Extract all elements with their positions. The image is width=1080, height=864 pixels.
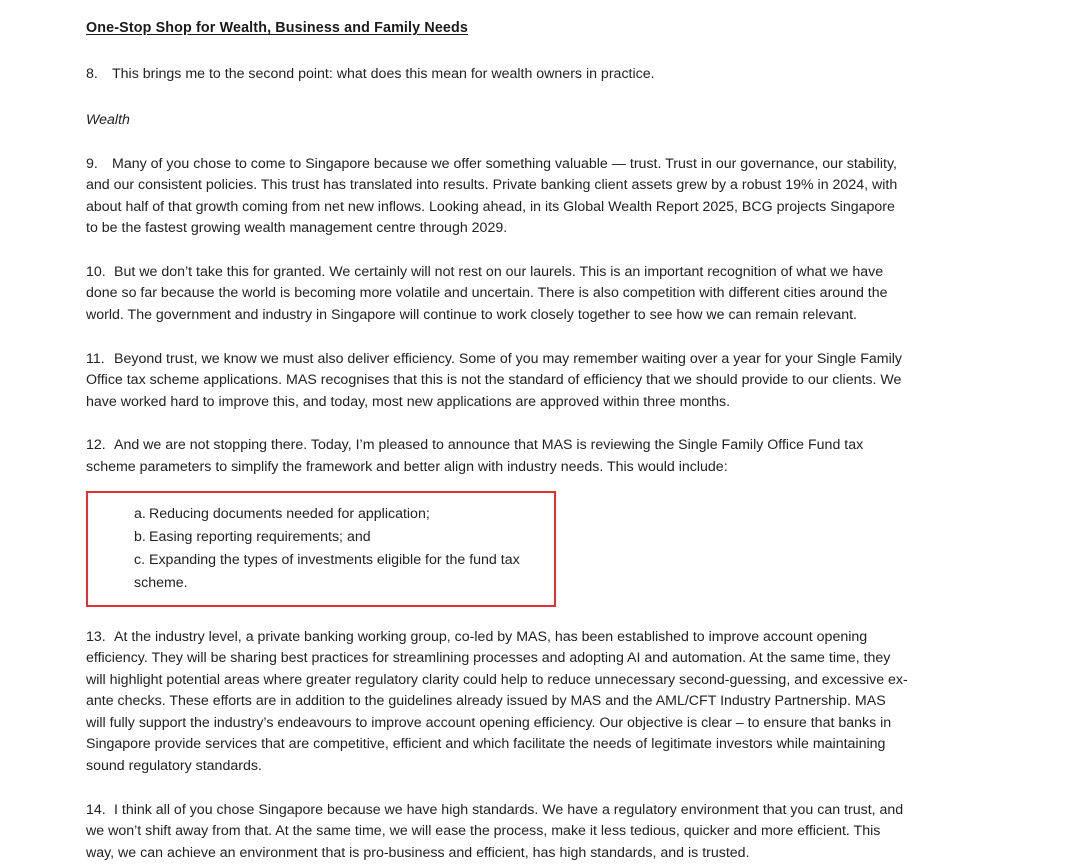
paragraph-9 bbox=[86, 154, 908, 240]
list-item bbox=[112, 526, 544, 549]
paragraph-number: 12. bbox=[86, 437, 106, 454]
paragraph-number: 8. bbox=[86, 66, 98, 83]
paragraph-text: But we don’t take this for granted. We certainly will not rest on our laurels. This is an important recognition of what we have done so far because the world is becoming more volatile and uncertain. There is also competition with different cities around the world. The government and industry in Singapore will continue to work closely together to see how we can remain relevant. bbox=[86, 263, 888, 324]
list-item-text: Reducing documents needed for application; bbox=[149, 505, 430, 522]
paragraph-text: I think all of you chose Singapore because we have high standards. We have a regulatory environment that you can trust, and we won’t shift away from that. At the same time, we will ease the process, make it less tedious, quicker and more efficient. This way, we can achieve an environment that is pro-business and efficient, has high standards, and is trusted. bbox=[86, 801, 904, 861]
paragraph-text: Beyond trust, we know we must also deliver efficiency. Some of you may remember waiting over a year for your Single Family Office tax scheme applications. MAS recognises that this is not the standard of efficiency that we should provide to our clients. We have worked hard to improve this, and today, most new applications are approved within three months. bbox=[86, 350, 902, 410]
paragraph-14 bbox=[86, 800, 908, 864]
highlighted-list-box bbox=[86, 491, 556, 607]
paragraph-number: 10. bbox=[86, 263, 106, 280]
list-item-label: a. bbox=[134, 505, 146, 522]
paragraph-text: And we are not stopping there. Today, I’m pleased to announce that MAS is reviewing the Single Family Office Fund tax scheme parameters to simplify the framework and better align with industry needs. This would include: bbox=[86, 437, 864, 475]
paragraph-text: At the industry level, a private banking working group, co-led by MAS, has been established to improve account opening efficiency. They will be sharing best practices for streamlining processes and adopting AI and automation. At the same time, they will highlight potential areas where greater regulatory clarity could help to reduce unnecessary second-guessing, and excessive ex-ante checks. These efforts are in addition to the guidelines already issued by MAS and the AML/CFT Industry Partnership. MAS will fully support the industry’s endeavours to improve account opening efficiency. Our objective is clear – to ensure that banks in Singapore provide services that are competitive, efficient and which facilitate the needs of legitimate investors while maintaining sound regulatory standards. bbox=[86, 628, 908, 774]
page-title: One-Stop Shop for Wealth, Business and Family Needs bbox=[86, 20, 468, 36]
paragraph-12 bbox=[86, 435, 908, 478]
list-item-text: Expanding the types of investments eligible for the fund tax scheme. bbox=[134, 551, 520, 591]
list-item bbox=[112, 503, 544, 526]
paragraph-text: Many of you chose to come to Singapore because we offer something valuable — trust. Trust in our governance, our stability, and our consistent policies. This trust has translated into results. Private banking client assets grew by a robust 19% in 2024, with about half of that growth coming from net new inflows. Looking ahead, in its Global Wealth Report 2025, BCG projects Singapore to be the fastest growing wealth management centre through 2029. bbox=[86, 155, 898, 237]
paragraph-number: 11. bbox=[86, 350, 105, 367]
sub-item-list bbox=[112, 503, 544, 595]
paragraph-10 bbox=[86, 262, 908, 327]
paragraph-text: This brings me to the second point: what does this mean for wealth owners in practice. bbox=[112, 66, 655, 83]
paragraph-number: 14. bbox=[86, 801, 106, 818]
list-item-label: c. bbox=[134, 551, 146, 568]
paragraph-number: 13. bbox=[86, 628, 106, 645]
list-item-text: Easing reporting requirements; and bbox=[149, 528, 371, 545]
list-item-label: b. bbox=[134, 528, 146, 545]
paragraph-13 bbox=[86, 627, 908, 778]
section-subheading-wealth: Wealth bbox=[86, 112, 130, 129]
list-item bbox=[112, 549, 544, 595]
paragraph-number: 9. bbox=[86, 155, 98, 172]
paragraph-8 bbox=[86, 64, 908, 86]
paragraph-11 bbox=[86, 349, 908, 414]
